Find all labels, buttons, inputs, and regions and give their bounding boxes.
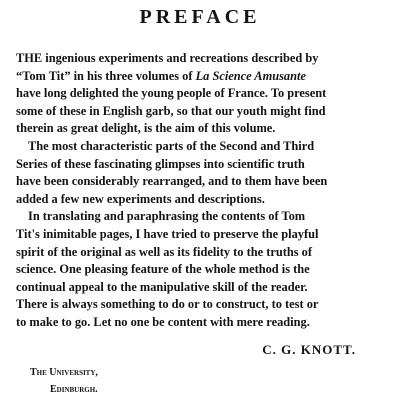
paragraph-2-line-4: added a few new experiments and descriptions. xyxy=(16,191,265,206)
paragraph-3-line-7: to make to go. Let no one be content with mere reading. xyxy=(16,314,310,329)
paragraph-1-line-3: have long delighted the young people of France. To present xyxy=(16,86,327,101)
paragraph-3-line-5: continual appeal to the manipulative skill of the reader. xyxy=(16,279,308,294)
opening-word: THE xyxy=(16,51,43,65)
author-signature: C. G. KNOTT. xyxy=(262,342,356,357)
paragraph-1-line-1 xyxy=(16,50,389,68)
address-line-2: Edinburgh. xyxy=(50,384,98,395)
author-address xyxy=(30,364,98,398)
paragraph-1-line-5: therein as great delight, is the aim of this volume. xyxy=(16,121,276,136)
paragraph-2-line-3: have been considerably rearranged, and to them have been xyxy=(16,174,328,189)
preface-body xyxy=(16,50,389,332)
book-title: La Science Amusante xyxy=(195,68,306,83)
paragraph-text: ingenious experiments and recreations described by xyxy=(42,51,319,65)
paragraph-1-line-4: some of these in English garb, so that our youth might find xyxy=(16,103,326,118)
paragraph-1-line-2 xyxy=(16,68,389,86)
paragraph-2-line-1: The most characteristic parts of the Second and Third xyxy=(28,138,315,153)
paragraph-3-line-1: In translating and paraphrasing the contents of Tom xyxy=(28,209,306,224)
page-title: PREFACE xyxy=(139,6,261,28)
address-line-1: The University, xyxy=(30,367,98,378)
paragraph-text: “Tom Tit” in his three volumes of xyxy=(16,68,196,83)
paragraph-3-line-2: Tit's inimitable pages, I have tried to preserve the playful xyxy=(16,226,319,241)
paragraph-2-line-2: Series of these fascinating glimpses into scientific truth xyxy=(16,156,305,171)
paragraph-3-line-6: There is always something to do or to construct, to test or xyxy=(16,297,319,312)
paragraph-3-line-3: spirit of the original as well as its fidelity to the truths of xyxy=(16,244,312,259)
paragraph-3-line-4: science. One pleasing feature of the whole method is the xyxy=(16,262,310,277)
